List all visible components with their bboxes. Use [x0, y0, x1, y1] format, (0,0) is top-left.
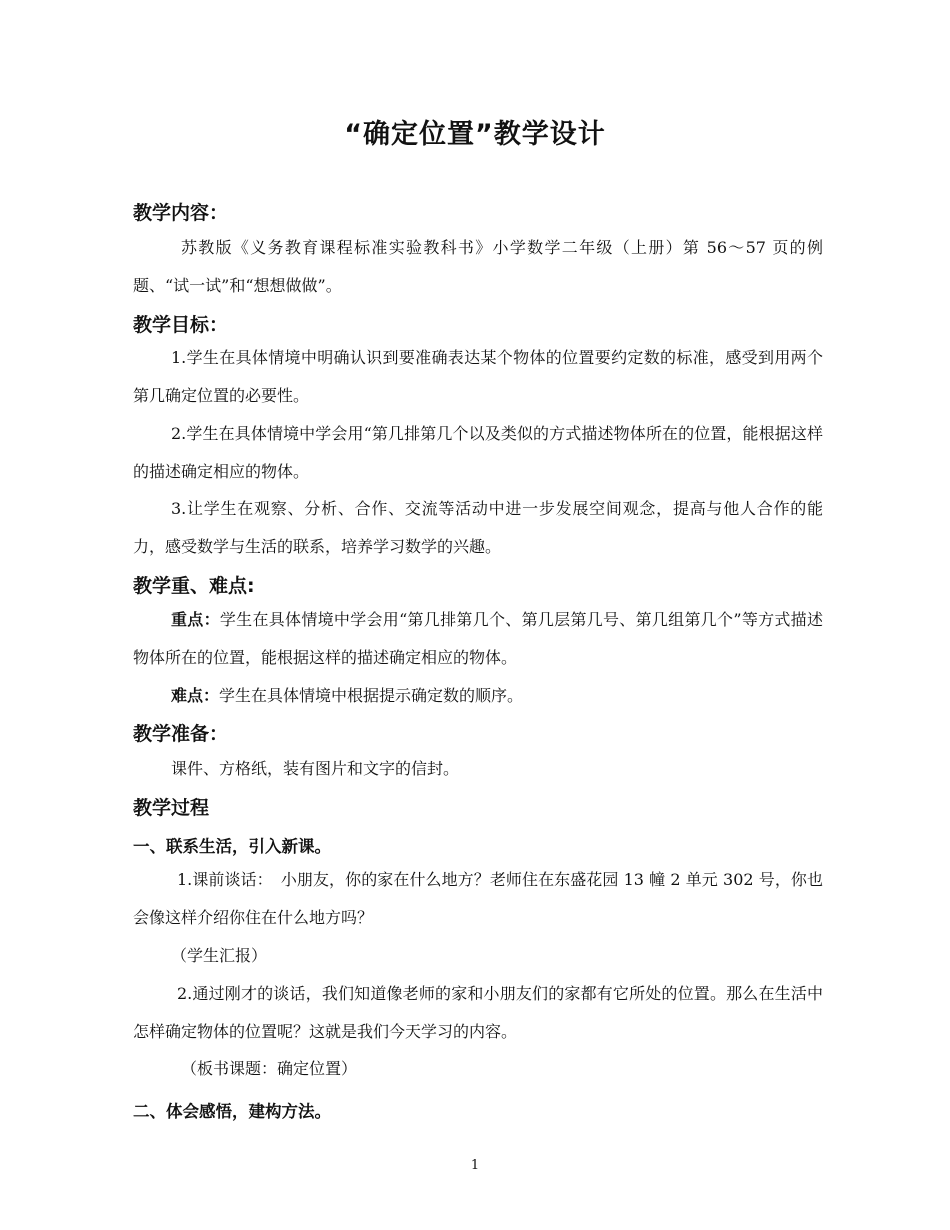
key-point-text: 学生在具体情境中学会用“第几排第几个、第几层第几号、第几组第几个”等方式描述物体所在的位置，能根据这样的描述确定相应的物体。 — [133, 610, 823, 667]
section-1-heading: 一、联系生活，引入新课。 — [133, 837, 331, 856]
section-2-heading: 二、体会感悟，建构方法。 — [133, 1102, 331, 1121]
key-point-label: 重点： — [171, 610, 220, 629]
keypoints-heading: 教学重、难点: — [133, 575, 255, 597]
content-text: 苏教版《义务教育课程标准实验教科书》小学数学二年级（上册）第 56～57 页的例题、“试一试”和“想想做做”。 — [133, 238, 823, 295]
process-item-2: 2.通过刚才的谈话，我们知道像老师的家和小朋友们的家都有它所处的位置。那么在生活中怎样确定物体的位置呢？这就是我们今天学习的内容。 — [133, 984, 823, 1041]
key-point-paragraph — [133, 601, 823, 677]
process-note-1: （学生汇报） — [171, 946, 268, 965]
difficulty-text: 学生在具体情境中根据提示确定数的顺序。 — [219, 686, 524, 705]
process-note-2: （板书课题：确定位置） — [181, 1059, 358, 1078]
document-title: “确定位置”教学设计 — [344, 119, 606, 150]
goals-heading: 教学目标： — [133, 314, 229, 336]
difficulty-paragraph — [133, 677, 823, 715]
goal-item-2: 2.学生在具体情境中学会用“第几排第几个以及类似的方式描述物体所在的位置，能根据这样的描述确定相应的物体。 — [133, 424, 823, 481]
goal-item-3: 3.让学生在观察、分析、合作、交流等活动中进一步发展空间观念，提高与他人合作的能力，感受数学与生活的联系，培养学习数学的兴趣。 — [133, 499, 823, 556]
process-heading: 教学过程 — [133, 797, 210, 819]
process-item-1: 1.课前谈话： 小朋友，你的家在什么地方？老师住在东盛花园 13 幢 2 单元 302 号，你也会像这样介绍你住在什么地方吗？ — [133, 870, 823, 927]
prep-text: 课件、方格纸，装有图片和文字的信封。 — [171, 759, 460, 778]
content-heading: 教学内容： — [133, 202, 229, 224]
difficulty-label: 难点： — [171, 686, 220, 705]
prep-heading: 教学准备： — [133, 723, 229, 745]
goal-item-1: 1.学生在具体情境中明确认识到要准确表达某个物体的位置要约定数的标准，感受到用两个第几确定位置的必要性。 — [133, 348, 823, 405]
page-number: 1 — [470, 1158, 480, 1173]
